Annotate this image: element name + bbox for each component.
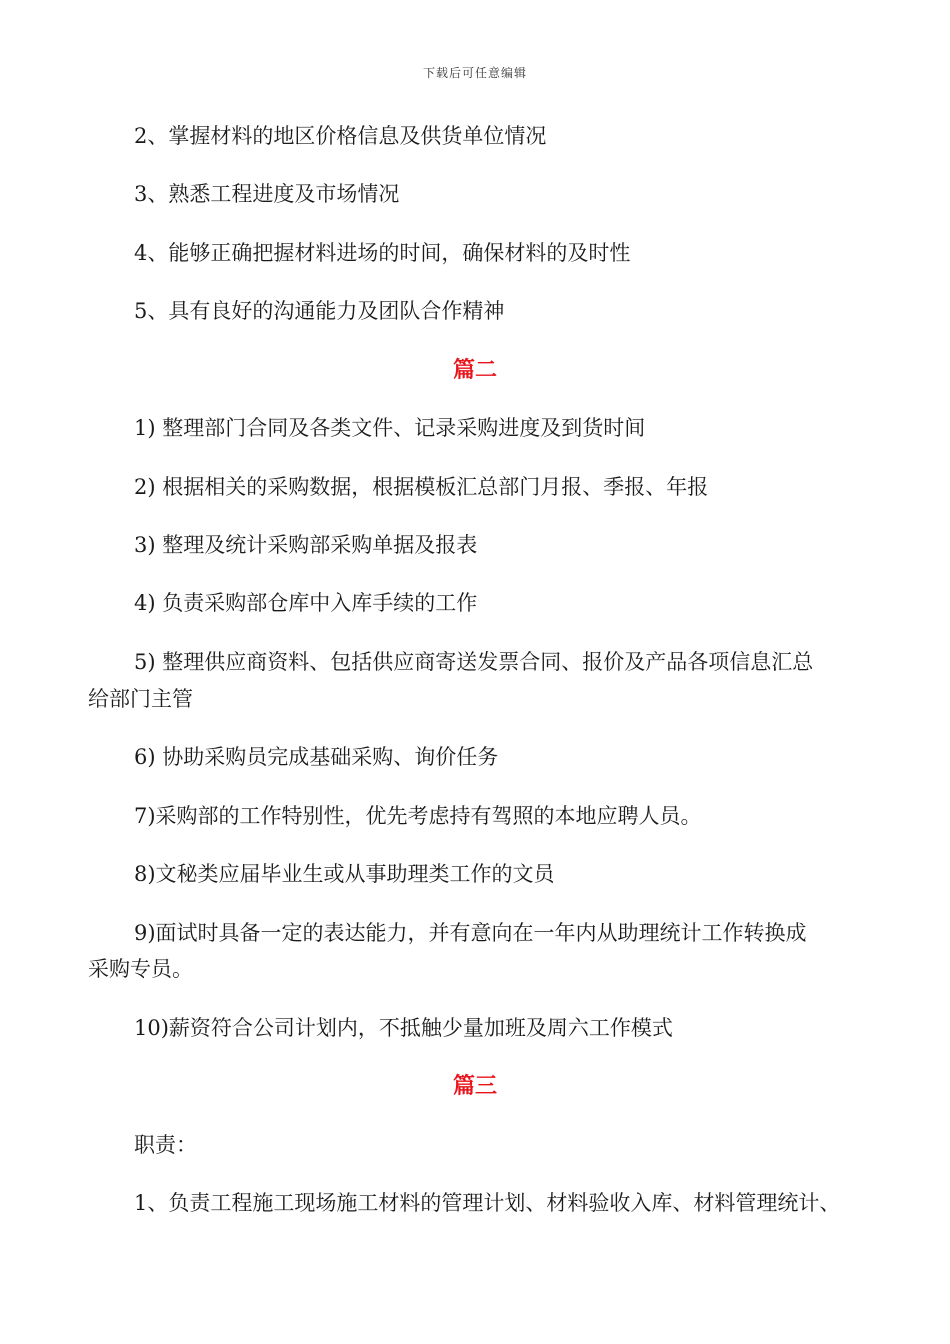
list-item: 1、负责工程施工现场施工材料的管理计划、材料验收入库、材料管理统计、: [134, 1191, 841, 1215]
list-item-continuation: 采购专员。: [88, 957, 193, 981]
list-item: 3、熟悉工程进度及市场情况: [134, 182, 400, 206]
list-item: 1) 整理部门合同及各类文件、记录采购进度及到货时间: [134, 416, 646, 440]
header-note: 下载后可任意编辑: [422, 66, 527, 80]
list-item: 10)薪资符合公司计划内，不抵触少量加班及周六工作模式: [134, 1016, 673, 1040]
list-item: 8)文秘类应届毕业生或从事助理类工作的文员: [134, 862, 555, 886]
list-item: 7)采购部的工作特别性，优先考虑持有驾照的本地应聘人员。: [134, 804, 702, 828]
list-item: 2) 根据相关的采购数据，根据模板汇总部门月报、季报、年报: [134, 475, 709, 499]
list-item: 4、能够正确把握材料进场的时间，确保材料的及时性: [134, 241, 631, 265]
list-item: 2、掌握材料的地区价格信息及供货单位情况: [134, 124, 547, 148]
section-label: 职责：: [134, 1133, 197, 1157]
list-item: 9)面试时具备一定的表达能力，并有意向在一年内从助理统计工作转换成: [134, 921, 807, 945]
list-item: 5、具有良好的沟通能力及团队合作精神: [134, 299, 505, 323]
list-item: 4) 负责采购部仓库中入库手续的工作: [134, 591, 478, 615]
section-heading-3: 篇三: [452, 1073, 497, 1099]
section-heading-2: 篇二: [452, 357, 497, 383]
list-item: 3) 整理及统计采购部采购单据及报表: [134, 533, 478, 557]
list-item-continuation: 给部门主管: [88, 687, 193, 711]
list-item: 6) 协助采购员完成基础采购、询价任务: [134, 745, 499, 769]
list-item: 5) 整理供应商资料、包括供应商寄送发票合同、报价及产品各项信息汇总: [134, 650, 814, 674]
